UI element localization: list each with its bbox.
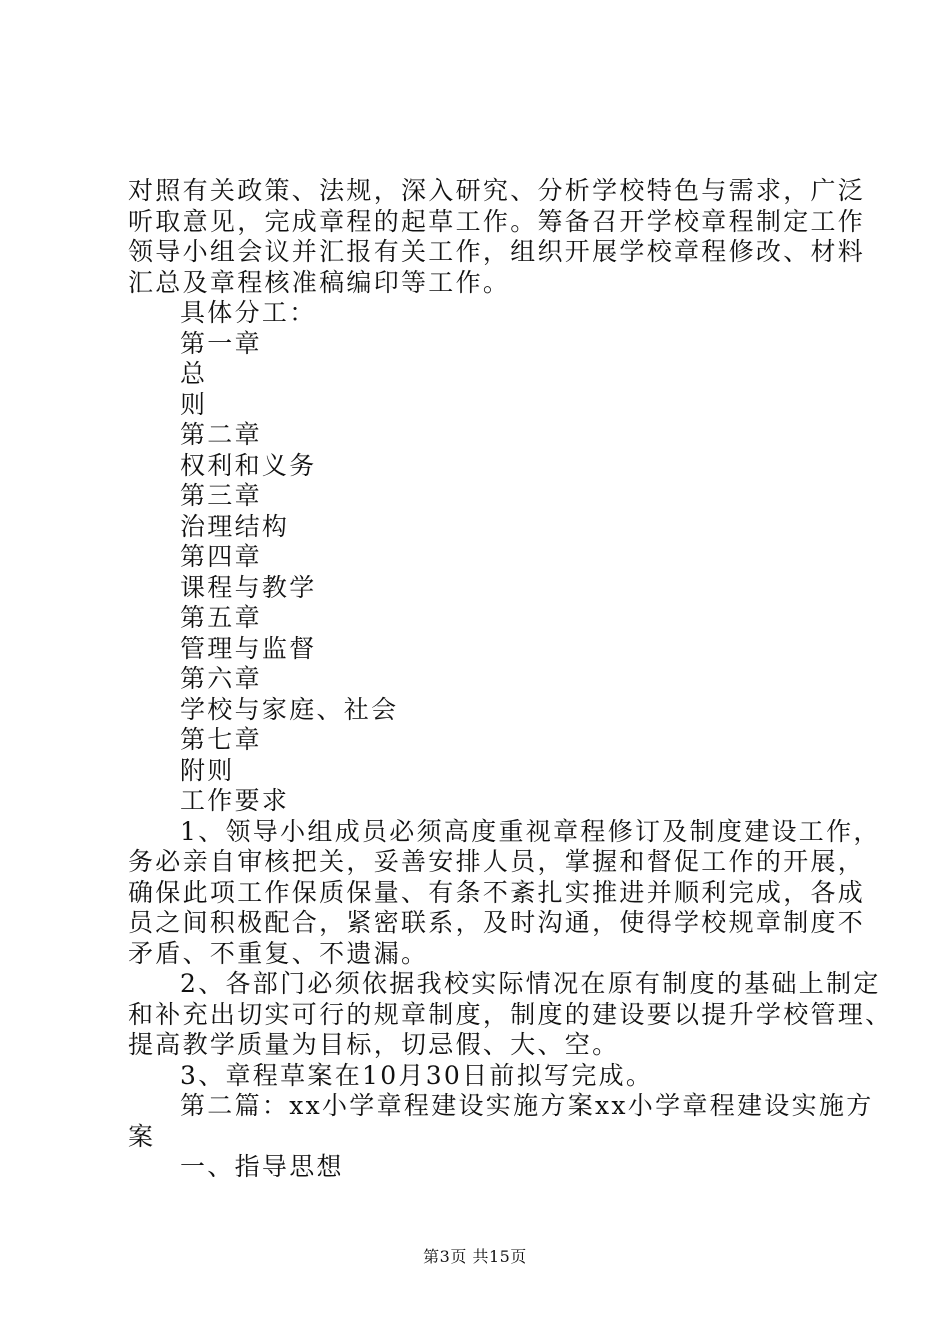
body-line: 汇总及章程核准稿编印等工作。 — [128, 267, 511, 297]
body-line: 和补充出切实可行的规章制度，制度的建设要以提升学校管理、 — [128, 999, 893, 1029]
body-line: 工作要求 — [180, 786, 290, 815]
body-line: 管理与监督 — [180, 633, 317, 663]
body-line: 具体分工： — [180, 298, 317, 327]
body-line: 第七章 — [180, 725, 262, 754]
page-footer: 第3页 共15页 — [423, 1247, 527, 1266]
body-line: 听取意见，完成章程的起草工作。筹备召开学校章程制定工作 — [128, 206, 866, 236]
body-line: 对照有关政策、法规，深入研究、分析学校特色与需求，广泛 — [128, 176, 866, 205]
body-line: 员之间积极配合，紧密联系，及时沟通，使得学校规章制度不 — [128, 908, 866, 937]
body-line: 第五章 — [180, 603, 262, 632]
body-line: 提高教学质量为目标，切忌假、大、空。 — [128, 1030, 620, 1059]
body-line: 3、章程草案在10月30日前拟写完成。 — [180, 1060, 654, 1090]
body-line: 权利和义务 — [180, 450, 317, 480]
body-line: 1、领导小组成员必须高度重视章程修订及制度建设工作， — [180, 816, 881, 846]
document-body — [128, 176, 893, 1183]
body-line: 第四章 — [180, 542, 262, 571]
body-line: 确保此项工作保质保量、有条不紊扎实推进并顺利完成，各成 — [128, 877, 866, 907]
body-line: 一、指导思想 — [180, 1152, 344, 1181]
body-line: 课程与教学 — [180, 572, 317, 602]
body-line: 第一章 — [180, 328, 262, 358]
body-line: 则 — [180, 389, 208, 419]
body-line: 治理结构 — [180, 511, 290, 541]
body-line: 领导小组会议并汇报有关工作，组织开展学校章程修改、材料 — [128, 237, 866, 266]
body-line: 第三章 — [180, 481, 262, 510]
body-line: 总 — [180, 359, 208, 388]
body-line: 第六章 — [180, 664, 262, 693]
body-line: 第二章 — [180, 420, 262, 449]
body-line: 学校与家庭、社会 — [180, 694, 399, 724]
body-line: 第二篇：xx小学章程建设实施方案xx小学章程建设实施方 — [180, 1091, 874, 1120]
body-line: 务必亲自审核把关，妥善安排人员，掌握和督促工作的开展， — [128, 847, 866, 876]
body-line: 2、各部门必须依据我校实际情况在原有制度的基础上制定 — [180, 969, 881, 998]
body-line: 案 — [128, 1121, 156, 1151]
body-line: 附则 — [180, 755, 235, 785]
body-line: 矛盾、不重复、不遗漏。 — [128, 938, 429, 968]
